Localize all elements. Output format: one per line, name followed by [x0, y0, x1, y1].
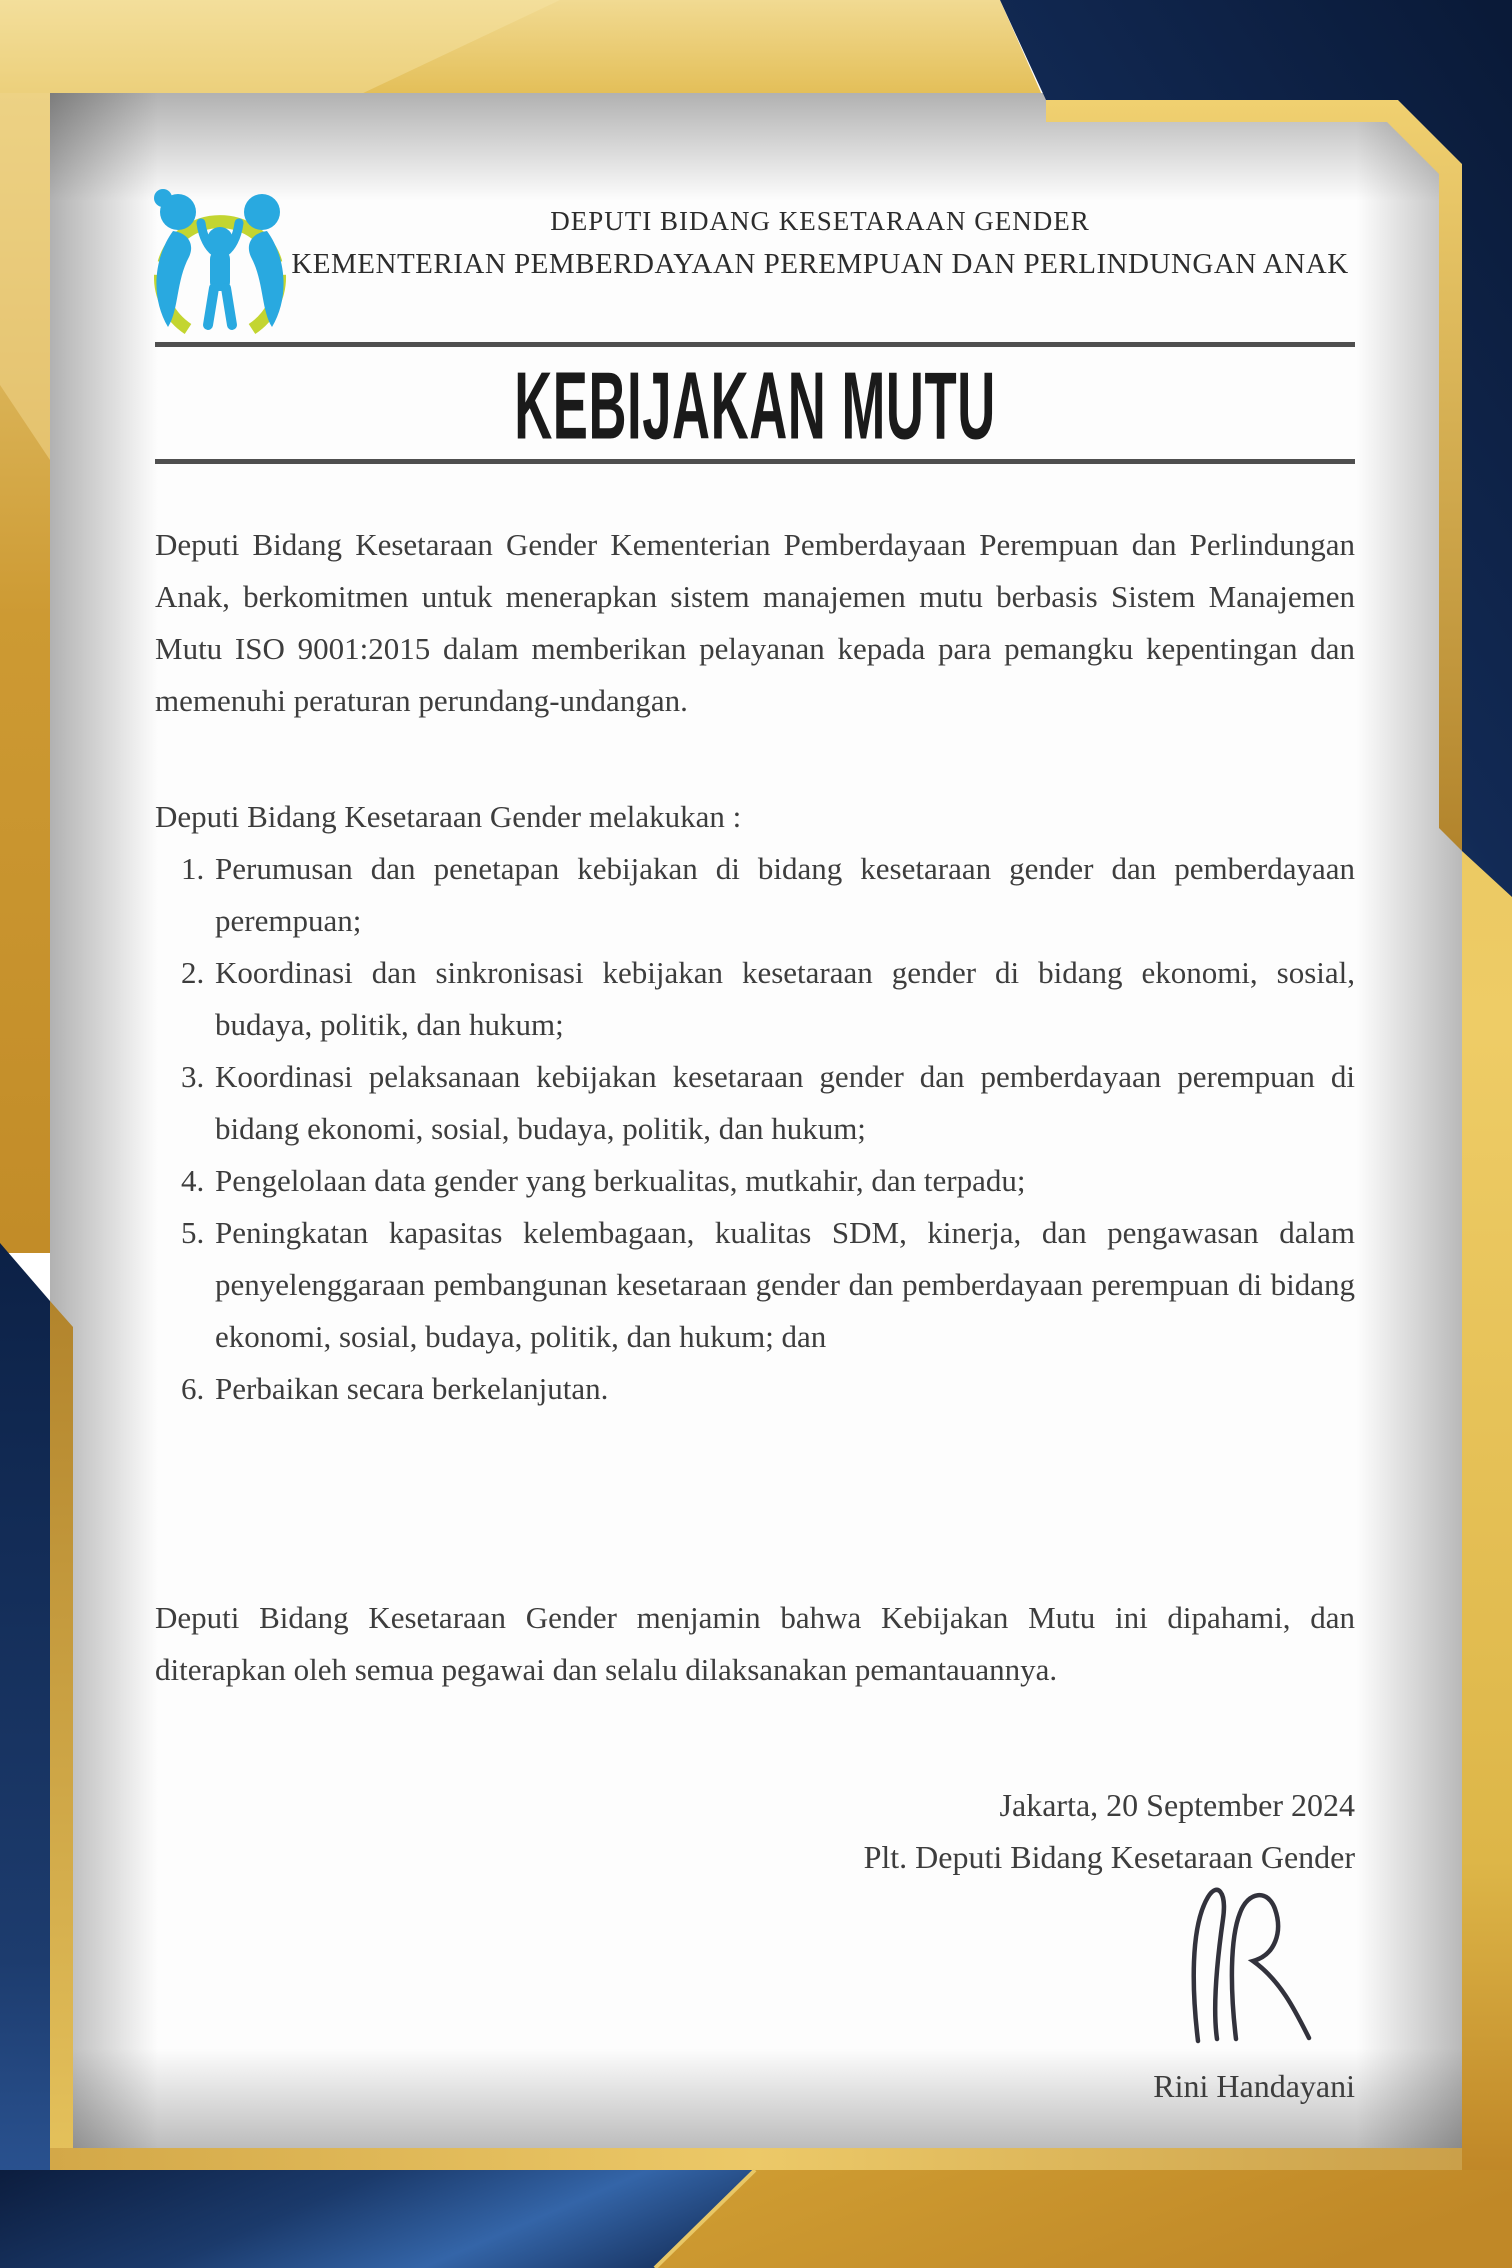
org-name-ministry: KEMENTERIAN PEMBERDAYAAN PEREMPUAN DAN PERLINDUNGAN ANAK — [291, 248, 1349, 280]
place-date-line: Jakarta, 20 September 2024 — [999, 1787, 1355, 1823]
letterhead — [230, 200, 1410, 286]
title-rule-bottom — [155, 459, 1355, 464]
list-intro-line: Deputi Bidang Kesetaraan Gender melakukan : — [155, 799, 742, 834]
signer-name: Rini Handayani — [1153, 2068, 1355, 2104]
policy-list-item: Perumusan dan penetapan kebijakan di bidang kesetaraan gender dan pemberdayaan perempuan; — [215, 851, 1355, 938]
handwritten-signature-icon — [1152, 1883, 1327, 2045]
closing-paragraph: Deputi Bidang Kesetaraan Gender menjamin bahwa Kebijakan Mutu ini dipahami, dan diterapkan oleh semua pegawai dan selalu dilaksanakan pemantauannya. — [155, 1600, 1355, 1687]
document-title: KEBIJAKAN MUTU — [514, 351, 996, 460]
policy-list-item: Peningkatan kapasitas kelembagaan, kualitas SDM, kinerja, dan pengawasan dalam penyelenggaraan pembangunan kesetaraan gender dan pemberdayaan perempuan di bidang ekonomi, sosial, budaya, politik, dan hukum; dan — [215, 1215, 1355, 1354]
policy-list-item: Koordinasi dan sinkronisasi kebijakan kesetaraan gender di bidang ekonomi, sosial, budaya, politik, dan hukum; — [215, 955, 1355, 1042]
org-name-deputy: DEPUTI BIDANG KESETARAAN GENDER — [550, 206, 1090, 236]
signature-block — [155, 1779, 1355, 2112]
signer-position-line: Plt. Deputi Bidang Kesetaraan Gender — [863, 1839, 1355, 1875]
policy-list — [155, 843, 1355, 1415]
intro-paragraph: Deputi Bidang Kesetaraan Gender Kementerian Pemberdayaan Perempuan dan Perlindungan Anak, berkomitmen untuk menerapkan sistem manajemen mutu berbasis Sistem Manajemen Mutu ISO 9001:2015 dalam memberikan pelayanan kepada para pemangku kepentingan dan memenuhi peraturan perundang-undangan. — [155, 527, 1355, 718]
title-rule-top — [155, 342, 1355, 347]
policy-list-item: Pengelolaan data gender yang berkualitas, mutkahir, dan terpadu; — [215, 1163, 1026, 1198]
policy-list-item: Perbaikan secara berkelanjutan. — [215, 1371, 609, 1406]
policy-list-item: Koordinasi pelaksanaan kebijakan kesetaraan gender dan pemberdayaan perempuan di bidang ekonomi, sosial, budaya, politik, dan hukum; — [215, 1059, 1355, 1146]
